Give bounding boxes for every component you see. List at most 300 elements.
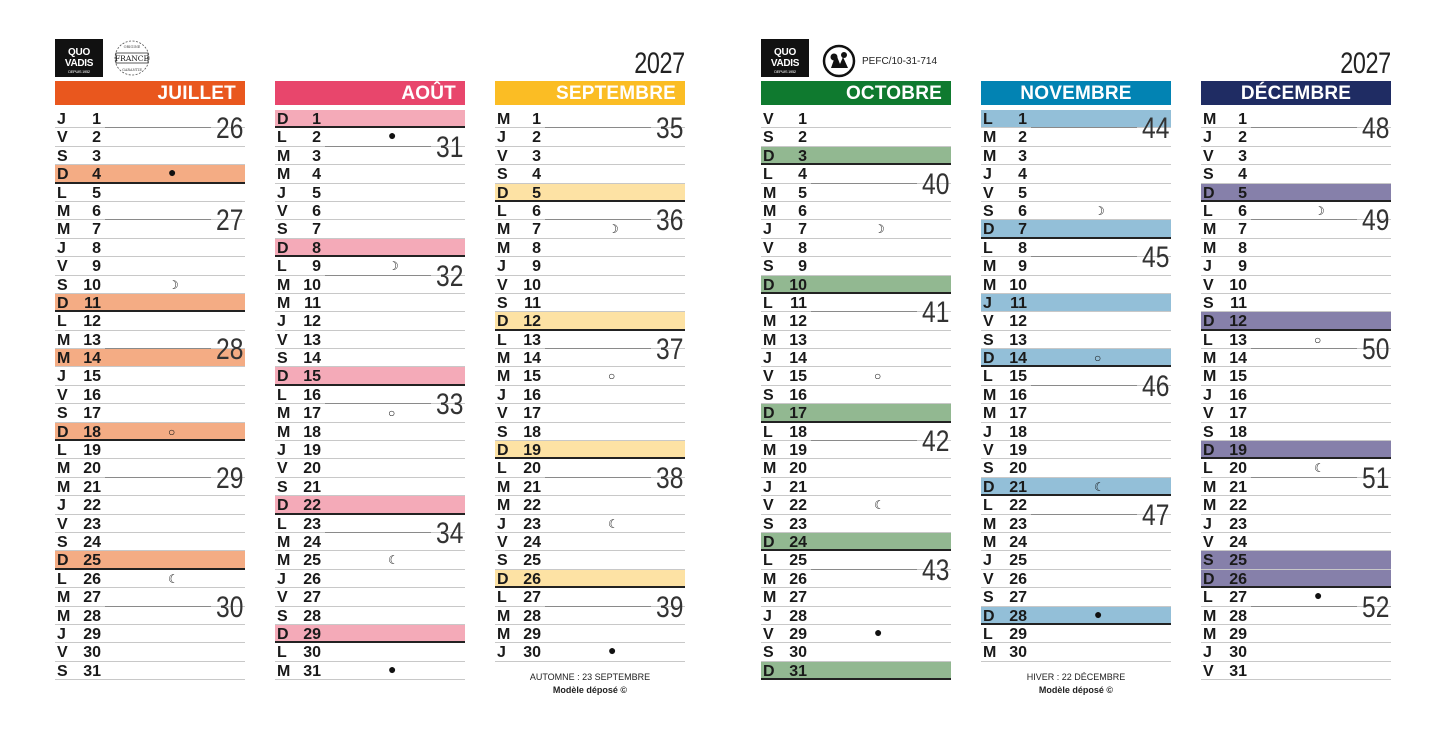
weekday-letter: L xyxy=(983,368,993,386)
day-row xyxy=(761,478,951,496)
day-row xyxy=(55,147,245,165)
weekday-letter: M xyxy=(277,294,291,312)
day-number: 14 xyxy=(523,350,541,368)
day-number: 18 xyxy=(1009,423,1027,441)
weekday-letter: S xyxy=(1203,552,1214,570)
weekday-letter: L xyxy=(763,552,773,570)
month-header: JUILLET xyxy=(55,81,245,105)
day-row xyxy=(761,625,951,643)
weekday-letter: J xyxy=(497,515,506,533)
logo-subtext: DEPUIS 1952 xyxy=(774,69,796,74)
day-number: 21 xyxy=(1229,478,1247,496)
day-row xyxy=(1201,662,1391,680)
day-number: 18 xyxy=(523,423,541,441)
day-number: 17 xyxy=(789,405,807,423)
week-separator xyxy=(105,348,211,349)
weekday-letter: M xyxy=(277,423,291,441)
weekday-letter: S xyxy=(277,350,288,368)
day-row xyxy=(55,257,245,275)
day-number: 1 xyxy=(92,111,101,128)
weekday-letter: M xyxy=(1203,368,1217,386)
day-row xyxy=(495,533,685,551)
weekday-letter: M xyxy=(1203,239,1217,257)
weekday-letter: J xyxy=(983,294,992,312)
day-row xyxy=(275,423,465,441)
day-number: 30 xyxy=(83,644,101,662)
new-moon-icon: ● xyxy=(608,642,617,659)
pefc-label: PEFC/10-31-714 xyxy=(862,56,938,67)
weekday-letter: D xyxy=(497,570,509,588)
weekday-letter: V xyxy=(983,313,994,331)
svg-text:FRANCE: FRANCE xyxy=(114,54,150,63)
day-row xyxy=(55,625,245,643)
weekday-letter: M xyxy=(763,460,777,478)
weekday-letter: L xyxy=(1203,589,1213,607)
weekday-letter: M xyxy=(763,442,777,460)
weekday-letter: M xyxy=(763,313,777,331)
day-number: 9 xyxy=(312,258,321,276)
week-number: 32 xyxy=(435,259,463,293)
day-number: 26 xyxy=(83,570,101,588)
new-moon-icon: ● xyxy=(168,164,177,181)
day-number: 24 xyxy=(789,533,807,551)
weekday-letter: M xyxy=(1203,221,1217,239)
day-number: 19 xyxy=(1229,442,1247,460)
day-number: 13 xyxy=(1009,331,1027,349)
weekday-letter: M xyxy=(57,478,71,496)
day-number: 24 xyxy=(83,533,101,551)
day-number: 12 xyxy=(83,313,101,331)
weekday-letter: V xyxy=(1203,405,1214,423)
weekday-letter: M xyxy=(497,368,511,386)
weekday-letter: L xyxy=(983,239,993,257)
new-moon-icon: ● xyxy=(388,127,397,144)
week-separator xyxy=(105,219,211,220)
day-row xyxy=(1201,533,1391,551)
day-row xyxy=(761,588,951,606)
weekday-letter: L xyxy=(277,129,287,147)
day-number: 26 xyxy=(1009,570,1027,588)
weekday-letter: S xyxy=(763,258,774,276)
weekday-letter: M xyxy=(1203,111,1217,128)
weekday-letter: D xyxy=(983,350,995,368)
weekday-letter: S xyxy=(57,276,68,294)
weekday-letter: V xyxy=(763,239,774,257)
day-number: 25 xyxy=(83,552,101,570)
logo-text: VADIS xyxy=(64,58,94,69)
week-separator xyxy=(811,440,917,441)
day-row xyxy=(495,515,685,533)
day-row xyxy=(275,459,465,477)
month-column-juillet xyxy=(55,81,245,680)
week-number: 40 xyxy=(921,167,949,201)
day-row xyxy=(761,367,951,385)
logo-text: QUO xyxy=(774,47,796,58)
day-number: 26 xyxy=(523,570,541,588)
day-number: 8 xyxy=(1238,239,1247,257)
weekday-letter: V xyxy=(497,405,508,423)
day-number: 28 xyxy=(1229,607,1247,625)
day-row xyxy=(275,220,465,238)
day-number: 22 xyxy=(303,497,321,515)
day-row xyxy=(981,294,1171,312)
day-row xyxy=(1201,515,1391,533)
year-left: 2027 xyxy=(634,47,685,80)
week-separator xyxy=(1251,606,1357,607)
day-row xyxy=(495,441,685,459)
weekday-letter: V xyxy=(983,570,994,588)
day-number: 6 xyxy=(1018,202,1027,220)
day-row xyxy=(275,570,465,588)
day-row xyxy=(981,625,1171,643)
day-row xyxy=(275,165,465,183)
day-number: 13 xyxy=(789,331,807,349)
weekday-letter: M xyxy=(497,478,511,496)
week-number: 42 xyxy=(921,425,949,459)
day-number: 24 xyxy=(1009,533,1027,551)
weekday-letter: V xyxy=(57,129,68,147)
day-row xyxy=(1201,312,1391,330)
day-list xyxy=(495,110,685,662)
day-number: 19 xyxy=(1009,442,1027,460)
day-number: 15 xyxy=(1009,368,1027,386)
weekday-letter: L xyxy=(983,497,993,515)
weekday-letter: S xyxy=(763,515,774,533)
week-number: 52 xyxy=(1361,590,1389,624)
day-number: 29 xyxy=(303,625,321,643)
day-row xyxy=(761,533,951,551)
day-row xyxy=(761,662,951,680)
day-number: 12 xyxy=(303,313,321,331)
weekday-letter: S xyxy=(57,662,68,680)
day-number: 9 xyxy=(532,258,541,276)
week-separator xyxy=(105,127,211,128)
day-row xyxy=(761,331,951,349)
day-number: 8 xyxy=(532,239,541,257)
day-number: 20 xyxy=(1229,460,1247,478)
day-row xyxy=(981,588,1171,606)
day-number: 24 xyxy=(1229,533,1247,551)
day-number: 6 xyxy=(532,202,541,220)
weekday-letter: V xyxy=(497,533,508,551)
weekday-letter: L xyxy=(277,515,287,533)
day-number: 27 xyxy=(523,589,541,607)
weekday-letter: J xyxy=(277,313,286,331)
weekday-letter: S xyxy=(983,589,994,607)
week-number: 30 xyxy=(215,590,243,624)
weekday-letter: M xyxy=(277,552,291,570)
day-row xyxy=(761,459,951,477)
day-number: 19 xyxy=(523,442,541,460)
day-row xyxy=(981,349,1171,367)
day-number: 12 xyxy=(523,313,541,331)
day-number: 20 xyxy=(789,460,807,478)
day-row xyxy=(275,588,465,606)
weekday-letter: D xyxy=(277,239,289,257)
day-row xyxy=(1201,551,1391,569)
day-number: 18 xyxy=(1229,423,1247,441)
day-row xyxy=(275,496,465,514)
day-row xyxy=(55,276,245,294)
day-row xyxy=(761,607,951,625)
day-number: 5 xyxy=(1018,184,1027,202)
weekday-letter: L xyxy=(763,294,773,312)
day-row xyxy=(981,570,1171,588)
day-number: 22 xyxy=(789,497,807,515)
day-number: 10 xyxy=(83,276,101,294)
day-number: 14 xyxy=(789,350,807,368)
weekday-letter: S xyxy=(1203,294,1214,312)
weekday-letter: D xyxy=(983,221,995,239)
day-number: 20 xyxy=(523,460,541,478)
day-number: 9 xyxy=(92,258,101,276)
last-quarter-icon: ☾ xyxy=(1094,479,1105,494)
week-number: 37 xyxy=(655,333,683,367)
day-number: 26 xyxy=(303,570,321,588)
day-number: 4 xyxy=(532,166,541,184)
weekday-letter: D xyxy=(983,478,995,496)
day-number: 20 xyxy=(83,460,101,478)
day-row xyxy=(275,184,465,202)
day-row xyxy=(981,331,1171,349)
day-row xyxy=(495,404,685,422)
month-column-novembre xyxy=(981,81,1171,662)
day-number: 30 xyxy=(523,644,541,662)
last-quarter-icon: ☾ xyxy=(388,553,399,568)
day-number: 13 xyxy=(523,331,541,349)
weekday-letter: V xyxy=(1203,276,1214,294)
day-number: 16 xyxy=(1229,386,1247,404)
weekday-letter: M xyxy=(497,221,511,239)
weekday-letter: V xyxy=(497,147,508,165)
weekday-letter: S xyxy=(983,202,994,220)
weekday-letter: L xyxy=(57,313,67,331)
day-list xyxy=(55,110,245,680)
day-row xyxy=(981,459,1171,477)
quo-vadis-logo-right xyxy=(761,39,809,77)
weekday-letter: J xyxy=(1203,515,1212,533)
weekday-letter: S xyxy=(763,386,774,404)
day-number: 21 xyxy=(303,478,321,496)
weekday-letter: L xyxy=(57,184,67,202)
last-quarter-icon: ☾ xyxy=(608,516,619,531)
weekday-letter: D xyxy=(983,607,995,625)
day-row xyxy=(55,551,245,569)
day-number: 23 xyxy=(523,515,541,533)
day-number: 9 xyxy=(1018,258,1027,276)
day-number: 13 xyxy=(1229,331,1247,349)
day-number: 30 xyxy=(789,644,807,662)
day-number: 18 xyxy=(83,423,101,441)
day-row xyxy=(55,441,245,459)
day-number: 2 xyxy=(92,129,101,147)
week-number: 27 xyxy=(215,204,243,238)
new-moon-icon: ● xyxy=(1094,605,1103,622)
day-number: 14 xyxy=(1009,350,1027,368)
first-quarter-icon: ☽ xyxy=(168,277,179,292)
week-number: 45 xyxy=(1141,241,1169,275)
week-separator xyxy=(1251,477,1357,478)
day-number: 22 xyxy=(1009,497,1027,515)
day-number: 5 xyxy=(92,184,101,202)
season-date: HIVER : 22 DÉCEMBRE xyxy=(1026,672,1126,682)
weekday-letter: S xyxy=(57,533,68,551)
day-row xyxy=(275,239,465,257)
weekday-letter: V xyxy=(983,442,994,460)
week-number: 46 xyxy=(1141,370,1169,403)
day-number: 11 xyxy=(1230,294,1247,312)
day-number: 21 xyxy=(523,478,541,496)
day-number: 30 xyxy=(1229,644,1247,662)
day-number: 3 xyxy=(312,147,321,165)
weekday-letter: M xyxy=(497,497,511,515)
day-number: 1 xyxy=(798,111,807,128)
weekday-letter: D xyxy=(57,423,69,441)
month-header: SEPTEMBRE xyxy=(495,81,685,105)
week-separator xyxy=(1031,256,1137,257)
first-quarter-icon: ☽ xyxy=(388,259,399,274)
day-row xyxy=(1201,570,1391,588)
weekday-letter: D xyxy=(1203,442,1215,460)
day-number: 24 xyxy=(303,533,321,551)
day-number: 21 xyxy=(1009,478,1027,496)
day-number: 5 xyxy=(798,184,807,202)
weekday-letter: M xyxy=(57,221,71,239)
day-number: 10 xyxy=(789,276,807,294)
weekday-letter: J xyxy=(763,478,772,496)
full-moon-icon: ○ xyxy=(168,424,176,439)
day-row xyxy=(55,367,245,385)
weekday-letter: D xyxy=(277,368,289,386)
day-list xyxy=(275,110,465,680)
day-number: 31 xyxy=(303,662,321,680)
weekday-letter: M xyxy=(983,515,997,533)
weekday-letter: M xyxy=(277,533,291,551)
day-row xyxy=(761,496,951,514)
day-number: 3 xyxy=(798,147,807,165)
day-number: 16 xyxy=(83,386,101,404)
day-row xyxy=(275,643,465,661)
day-row xyxy=(55,662,245,680)
weekday-letter: J xyxy=(497,129,506,147)
week-number: 41 xyxy=(921,296,949,330)
weekday-letter: M xyxy=(763,570,777,588)
month-header: AOÛT xyxy=(275,81,465,105)
weekday-letter: M xyxy=(277,662,291,680)
weekday-letter: J xyxy=(277,184,286,202)
day-number: 2 xyxy=(1238,129,1247,147)
weekday-letter: L xyxy=(497,202,507,220)
day-number: 25 xyxy=(789,552,807,570)
weekday-letter: J xyxy=(1203,129,1212,147)
weekday-letter: D xyxy=(763,662,775,680)
day-row xyxy=(495,570,685,588)
day-row xyxy=(981,478,1171,496)
weekday-letter: D xyxy=(763,405,775,423)
week-separator xyxy=(105,606,211,607)
pefc-tree-icon xyxy=(822,44,856,78)
week-number: 33 xyxy=(435,388,463,422)
weekday-letter: J xyxy=(1203,258,1212,276)
month-column-decembre xyxy=(1201,81,1391,680)
week-number: 44 xyxy=(1141,112,1169,146)
day-row xyxy=(55,643,245,661)
day-number: 15 xyxy=(303,368,321,386)
weekday-letter: L xyxy=(57,570,67,588)
weekday-letter: M xyxy=(983,644,997,662)
day-row xyxy=(981,404,1171,422)
weekday-letter: J xyxy=(57,111,66,128)
weekday-letter: D xyxy=(497,313,509,331)
weekday-letter: V xyxy=(1203,662,1214,680)
weekday-letter: M xyxy=(763,202,777,220)
day-number: 15 xyxy=(83,368,101,386)
day-row xyxy=(1201,239,1391,257)
week-separator xyxy=(545,606,651,607)
week-number: 29 xyxy=(215,462,243,495)
weekday-letter: S xyxy=(497,166,508,184)
day-row xyxy=(495,551,685,569)
weekday-letter: S xyxy=(57,405,68,423)
weekday-letter: D xyxy=(57,166,69,184)
day-number: 3 xyxy=(1018,147,1027,165)
day-number: 29 xyxy=(1229,625,1247,643)
weekday-letter: V xyxy=(763,497,774,515)
weekday-letter: D xyxy=(1203,570,1215,588)
day-row xyxy=(981,441,1171,459)
weekday-letter: L xyxy=(1203,202,1213,220)
day-number: 10 xyxy=(1009,276,1027,294)
day-number: 3 xyxy=(532,147,541,165)
day-number: 4 xyxy=(1238,166,1247,184)
week-number: 50 xyxy=(1361,333,1389,367)
full-moon-icon: ○ xyxy=(608,369,616,384)
day-number: 11 xyxy=(1010,294,1027,312)
day-row xyxy=(761,239,951,257)
day-row xyxy=(1201,441,1391,459)
day-number: 30 xyxy=(303,644,321,662)
weekday-letter: M xyxy=(763,184,777,202)
full-moon-icon: ○ xyxy=(1314,332,1322,347)
first-quarter-icon: ☽ xyxy=(1314,203,1325,218)
day-number: 22 xyxy=(83,497,101,515)
season-note-winter xyxy=(981,671,1171,697)
day-number: 28 xyxy=(1009,607,1027,625)
day-number: 9 xyxy=(1238,258,1247,276)
day-number: 4 xyxy=(1018,166,1027,184)
day-row xyxy=(981,202,1171,220)
weekday-letter: S xyxy=(763,644,774,662)
weekday-letter: M xyxy=(277,276,291,294)
day-row xyxy=(275,331,465,349)
day-number: 16 xyxy=(1009,386,1027,404)
weekday-letter: M xyxy=(57,331,71,349)
week-separator xyxy=(811,569,917,570)
week-separator xyxy=(545,477,651,478)
day-row xyxy=(275,367,465,385)
day-row xyxy=(495,643,685,661)
weekday-letter: M xyxy=(1203,497,1217,515)
day-number: 20 xyxy=(1009,460,1027,478)
day-number: 7 xyxy=(1238,221,1247,239)
day-number: 3 xyxy=(92,147,101,165)
day-number: 8 xyxy=(312,239,321,257)
weekday-letter: L xyxy=(277,644,287,662)
day-row xyxy=(761,257,951,275)
day-number: 27 xyxy=(303,589,321,607)
weekday-letter: L xyxy=(1203,331,1213,349)
day-number: 12 xyxy=(1009,313,1027,331)
